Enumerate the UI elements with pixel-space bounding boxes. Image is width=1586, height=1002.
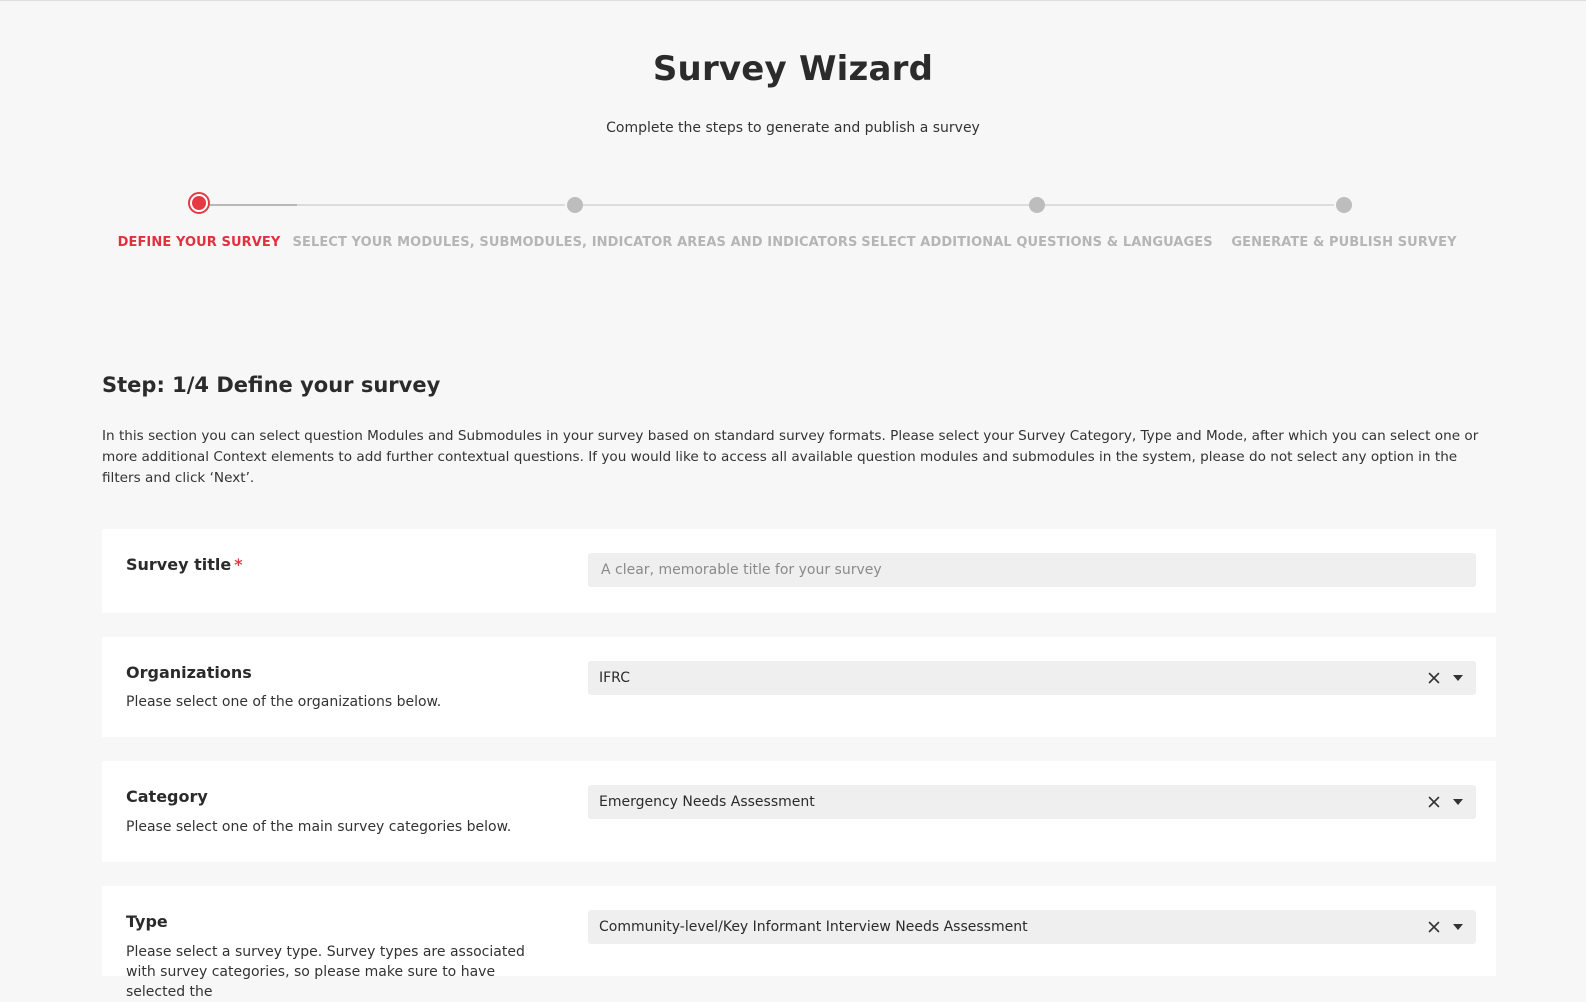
page-subtitle: Complete the steps to generate and publish a survey bbox=[606, 120, 980, 136]
survey-title-input[interactable] bbox=[599, 561, 1465, 579]
type-value: Community-level/Key Informant Interview Needs Assessment bbox=[599, 919, 1028, 935]
required-marker: * bbox=[234, 555, 243, 574]
step-1-label[interactable]: DEFINE YOUR SURVEY bbox=[117, 235, 281, 250]
stepper-progress-fill bbox=[207, 204, 297, 206]
type-select[interactable] bbox=[588, 910, 1476, 944]
step-2-label[interactable]: SELECT YOUR MODULES, SUBMODULES, INDICATOR AREAS AND INDICATORS bbox=[292, 235, 858, 250]
category-card bbox=[102, 761, 1496, 862]
organizations-value: IFRC bbox=[599, 670, 630, 686]
survey-title-field[interactable] bbox=[588, 553, 1476, 587]
organizations-label: Organizations bbox=[126, 663, 252, 682]
survey-title-card bbox=[102, 529, 1496, 613]
category-help: Please select one of the main survey categories below. bbox=[126, 819, 512, 835]
organizations-card bbox=[102, 637, 1496, 737]
category-label: Category bbox=[126, 787, 208, 806]
page-title: Survey Wizard bbox=[652, 49, 934, 89]
survey-title-label bbox=[126, 555, 243, 574]
category-value: Emergency Needs Assessment bbox=[599, 794, 815, 810]
caret-down-icon[interactable] bbox=[1451, 918, 1465, 936]
wizard-stepper bbox=[0, 191, 1586, 261]
close-icon[interactable] bbox=[1425, 793, 1443, 811]
step-3-indicator[interactable] bbox=[1029, 197, 1045, 213]
type-label: Type bbox=[126, 912, 168, 931]
stepper-connector-1 bbox=[207, 204, 565, 206]
close-icon[interactable] bbox=[1425, 918, 1443, 936]
step-3-label[interactable]: SELECT ADDITIONAL QUESTIONS & LANGUAGES bbox=[861, 235, 1213, 250]
organizations-select[interactable] bbox=[588, 661, 1476, 695]
step-1-indicator[interactable] bbox=[188, 192, 210, 214]
caret-down-icon[interactable] bbox=[1451, 793, 1465, 811]
step-4-indicator[interactable] bbox=[1336, 197, 1352, 213]
organizations-help: Please select one of the organizations below. bbox=[126, 694, 442, 710]
stepper-connector-3 bbox=[1045, 204, 1334, 206]
step-heading: Step: 1/4 Define your survey bbox=[102, 373, 441, 397]
category-select[interactable] bbox=[588, 785, 1476, 819]
type-card bbox=[102, 886, 1496, 1000]
stepper-connector-2 bbox=[583, 204, 1030, 206]
caret-down-icon[interactable] bbox=[1451, 669, 1465, 687]
type-help: Please select a survey type. Survey types are associated with survey categories, so please make sure to have selected the bbox=[126, 944, 525, 1000]
survey-title-label-text: Survey title bbox=[126, 555, 232, 574]
step-2-indicator[interactable] bbox=[567, 197, 583, 213]
step-4-label[interactable]: GENERATE & PUBLISH SURVEY bbox=[1231, 235, 1457, 250]
close-icon[interactable] bbox=[1425, 669, 1443, 687]
step-description: In this section you can select question Modules and Submodules in your survey based on standard survey formats. Please select your Survey Category, Type and Mode, after which you can select one or more additional Context elements to add further contextual questions. If you would like to access all available question modules and submodules in the system, please do not select any option in the filters and click ‘Next’. bbox=[102, 428, 1479, 486]
